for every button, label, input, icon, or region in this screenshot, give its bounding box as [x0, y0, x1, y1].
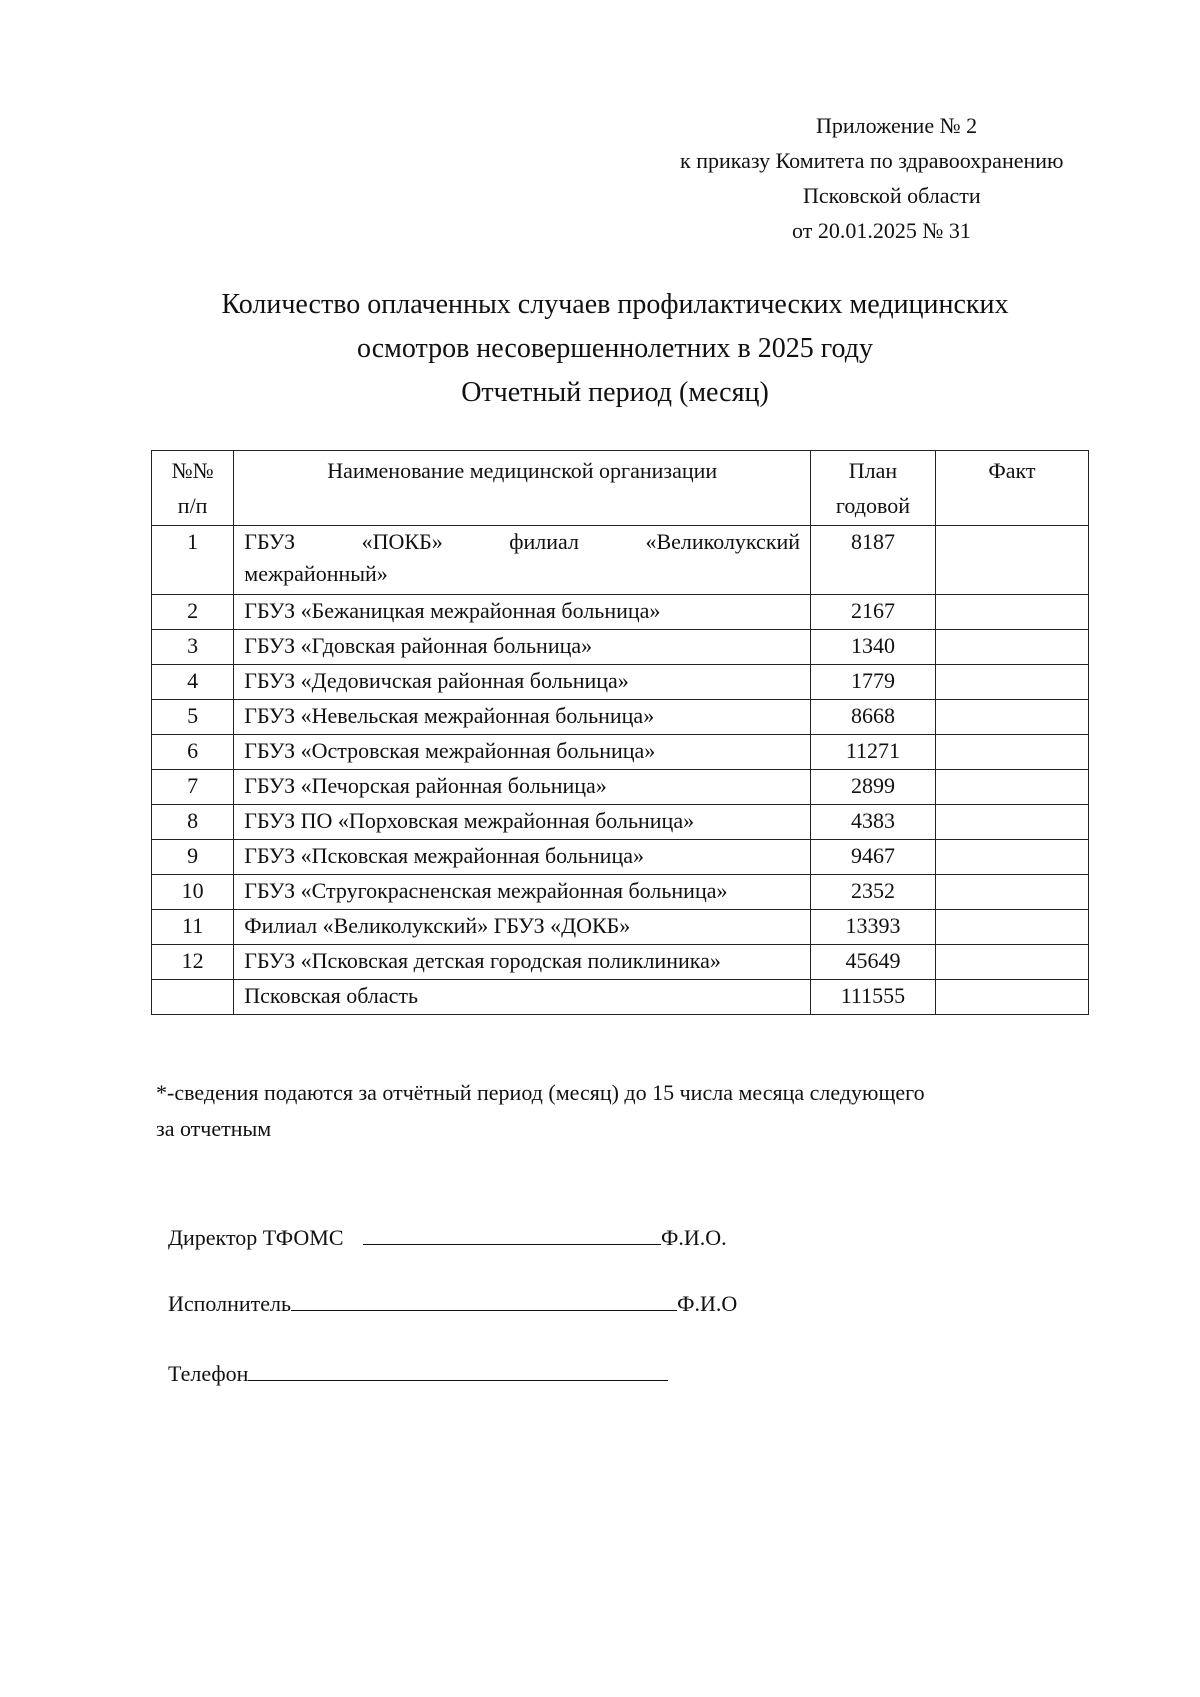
row-plan: 8187: [811, 526, 936, 595]
row-fact[interactable]: [935, 735, 1088, 770]
header-name: Наименование медицинской организации: [234, 451, 811, 526]
executor-label: Исполнитель: [168, 1291, 292, 1316]
director-label: Директор ТФОМС: [168, 1225, 344, 1250]
executor-fio: Ф.И.О: [677, 1291, 738, 1316]
phone-label: Телефон: [168, 1361, 249, 1386]
row-num: 8: [152, 805, 234, 840]
table-row: [152, 700, 1089, 735]
total-num: [152, 980, 234, 1015]
report-table: [151, 450, 1089, 1015]
table-row: [152, 526, 1089, 595]
table-row: [152, 630, 1089, 665]
row-num: 12: [152, 945, 234, 980]
table-row: [152, 735, 1089, 770]
row-fact[interactable]: [935, 770, 1088, 805]
row-fact[interactable]: [935, 665, 1088, 700]
appendix-number: Приложение № 2: [816, 113, 978, 138]
row-num: 1: [152, 526, 234, 595]
footnote: [156, 1075, 1056, 1147]
row-plan: 2352: [811, 875, 936, 910]
row-fact[interactable]: [935, 875, 1088, 910]
table-row: [152, 805, 1089, 840]
row-num: 6: [152, 735, 234, 770]
row-fact[interactable]: [935, 910, 1088, 945]
table-row: [152, 665, 1089, 700]
row-plan: 2167: [811, 595, 936, 630]
appendix-region: Псковской области: [803, 183, 981, 208]
table-row: [152, 875, 1089, 910]
row-fact[interactable]: [935, 595, 1088, 630]
executor-signature: [168, 1289, 737, 1319]
row-plan: 1779: [811, 665, 936, 700]
row-name: ГБУЗ ПО «Порховская межрайонная больница»: [234, 805, 811, 840]
row-name-line-1: [244, 526, 800, 558]
header-plan-line-1: План: [848, 458, 898, 483]
table-row: [152, 770, 1089, 805]
row-num: 10: [152, 875, 234, 910]
director-signature: [168, 1223, 727, 1253]
row-name: Филиал «Великолукский» ГБУЗ «ДОКБ»: [234, 910, 811, 945]
footnote-line-1: *-сведения подаются за отчётный период (месяц) до 15 числа месяца следующего: [156, 1080, 925, 1105]
phone-line[interactable]: [248, 1360, 668, 1381]
row-name: ГБУЗ «Псковская межрайонная больница»: [234, 840, 811, 875]
row-fact[interactable]: [935, 945, 1088, 980]
header-num-line-2: п/п: [177, 493, 208, 518]
row-plan: 1340: [811, 630, 936, 665]
executor-signature-line[interactable]: [291, 1290, 677, 1311]
row-fact[interactable]: [935, 630, 1088, 665]
row-name: [234, 526, 811, 595]
row-name: ГБУЗ «Печорская районная больница»: [234, 770, 811, 805]
row-num: 7: [152, 770, 234, 805]
row-fact[interactable]: [935, 526, 1088, 595]
row-num: 5: [152, 700, 234, 735]
row-num: 4: [152, 665, 234, 700]
director-fio: Ф.И.О.: [661, 1225, 727, 1250]
title-line-3: Отчетный период (месяц): [461, 377, 769, 408]
title-line-2: осмотров несовершеннолетних в 2025 году: [357, 333, 873, 364]
row-name: ГБУЗ «Бежаницкая межрайонная больница»: [234, 595, 811, 630]
row-name-word: «Великолукский: [645, 529, 801, 554]
phone-field: [168, 1359, 668, 1389]
row-name: ГБУЗ «Гдовская районная больница»: [234, 630, 811, 665]
row-fact[interactable]: [935, 805, 1088, 840]
row-num: 9: [152, 840, 234, 875]
table-row: [152, 595, 1089, 630]
table-header-row: [152, 451, 1089, 526]
row-plan: 8668: [811, 700, 936, 735]
row-fact[interactable]: [935, 840, 1088, 875]
row-fact[interactable]: [935, 700, 1088, 735]
row-plan: 4383: [811, 805, 936, 840]
row-name: ГБУЗ «Дедовичская районная больница»: [234, 665, 811, 700]
total-name: Псковская область: [234, 980, 811, 1015]
row-plan: 13393: [811, 910, 936, 945]
appendix-order-ref: к приказу Комитета по здравоохранению: [680, 148, 1064, 173]
row-plan: 9467: [811, 840, 936, 875]
row-num: 11: [152, 910, 234, 945]
total-plan: 111555: [811, 980, 936, 1015]
row-num: 2: [152, 595, 234, 630]
appendix-date-number: от 20.01.2025 № 31: [792, 218, 971, 243]
table-row: [152, 910, 1089, 945]
director-signature-line[interactable]: [363, 1224, 661, 1245]
row-name: ГБУЗ «Псковская детская городская поликлиника»: [234, 945, 811, 980]
row-name-word: «ПОКБ»: [361, 529, 443, 554]
table-row: [152, 945, 1089, 980]
row-name: ГБУЗ «Стругокрасненская межрайонная больница»: [234, 875, 811, 910]
row-plan: 45649: [811, 945, 936, 980]
row-name: ГБУЗ «Невельская межрайонная больница»: [234, 700, 811, 735]
header-plan-line-2: годовой: [835, 493, 910, 518]
appendix-header: [680, 108, 1130, 248]
total-fact[interactable]: [935, 980, 1088, 1015]
header-num: [152, 451, 234, 526]
title-line-1: Количество оплаченных случаев профилактических медицинских: [221, 289, 1009, 320]
table-total-row: [152, 980, 1089, 1015]
row-name-line-2: межрайонный»: [244, 561, 388, 586]
document-title: [150, 283, 1080, 415]
footnote-line-2: за отчетным: [156, 1116, 272, 1141]
row-name-word: ГБУЗ: [244, 529, 296, 554]
header-num-line-1: №№: [171, 458, 214, 483]
row-plan: 11271: [811, 735, 936, 770]
header-plan: [811, 451, 936, 526]
row-num: 3: [152, 630, 234, 665]
row-name: ГБУЗ «Островская межрайонная больница»: [234, 735, 811, 770]
row-name-word: филиал: [509, 529, 579, 554]
header-fact: Факт: [935, 451, 1088, 526]
table-row: [152, 840, 1089, 875]
row-plan: 2899: [811, 770, 936, 805]
